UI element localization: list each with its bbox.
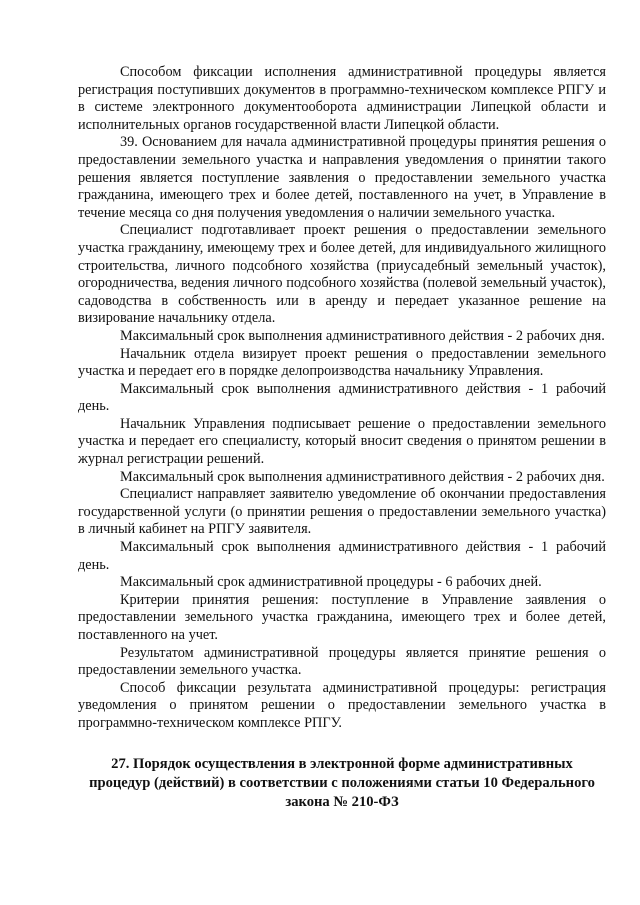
paragraph-fixation-method: Способом фиксации исполнения административной процедуры является регистрация поступивших документов в программно-техническом комплексе РПГУ и в системе электронного документооборота администрации Липецкой области и исполнительных органов государственной власти Липецкой области. — [78, 64, 606, 133]
paragraph-specialist-sends-notice: Специалист направляет заявителю уведомление об окончании предоставления государственной услуги (о принятии решения о предоставлении земельного участка) в личный кабинет на РПГУ заявителя. — [78, 486, 606, 538]
paragraph-max-term-2-days: Максимальный срок выполнения административного действия - 2 рабочих дня. — [120, 327, 605, 344]
paragraph-max-term-1-day: Максимальный срок выполнения административного действия - 1 рабочий день. — [78, 380, 606, 415]
paragraph-specialist-prepares: Специалист подготавливает проект решения о предоставлении земельного участка гражданину, имеющему трех и более детей, для индивидуального жилищного строительства, личного подсобного хозяйства (приусадебный земельный участок), огородничества, ведения личного подсобного хозяйства (полевой земельный участок), садоводства в собственность или в аренду и передает указанное решение на визирование начальнику отдела. — [78, 222, 606, 327]
paragraph-procedure-result: Результатом административной процедуры является принятие решения о предоставлении земельного участка. — [78, 644, 606, 679]
section-heading-27: 27. Порядок осуществления в электронной форме административных процедур (действий) в соответствии с положениями статьи 10 Федерального закона № 210-ФЗ — [89, 755, 595, 810]
paragraph-max-term-1-day-b: Максимальный срок выполнения административного действия - 1 рабочий день. — [78, 539, 606, 573]
paragraph-max-term-2-days-b: Максимальный срок выполнения административного действия - 2 рабочих дня. — [120, 468, 605, 485]
paragraph-head-of-department-visas: Начальник отдела визирует проект решения о предоставлении земельного участка и передает его в порядке делопроизводства начальнику Управления. — [78, 345, 606, 380]
paragraph-39-basis: 39. Основанием для начала административной процедуры принятия решения о предоставлении земельного участка и направления уведомления о принятии такого решения является поступление заявления о предоставлении земельного участка гражданина, имеющего трех и более детей, поставленного на учет, в Управление в течение месяца со дня получения уведомления о наличии земельного участка. — [78, 134, 606, 221]
document-body — [78, 64, 606, 812]
paragraph-decision-criteria: Критерии принятия решения: поступление в Управление заявления о предоставлении земельного участка гражданина, имеющего трех и более детей, поставленного на учет. — [78, 591, 606, 643]
paragraph-head-signs: Начальник Управления подписывает решение о предоставлении земельного участка и передает его специалисту, который вносит сведения о принятом решении в журнал регистрации решений. — [78, 415, 606, 468]
paragraph-max-procedure-term: Максимальный срок административной процедуры - 6 рабочих дней. — [120, 574, 542, 591]
paragraph-result-fixation: Способ фиксации результата административной процедуры: регистрация уведомления о принятом решении о предоставлении земельного участка в программно-техническом комплексе РПГУ. — [78, 679, 606, 731]
